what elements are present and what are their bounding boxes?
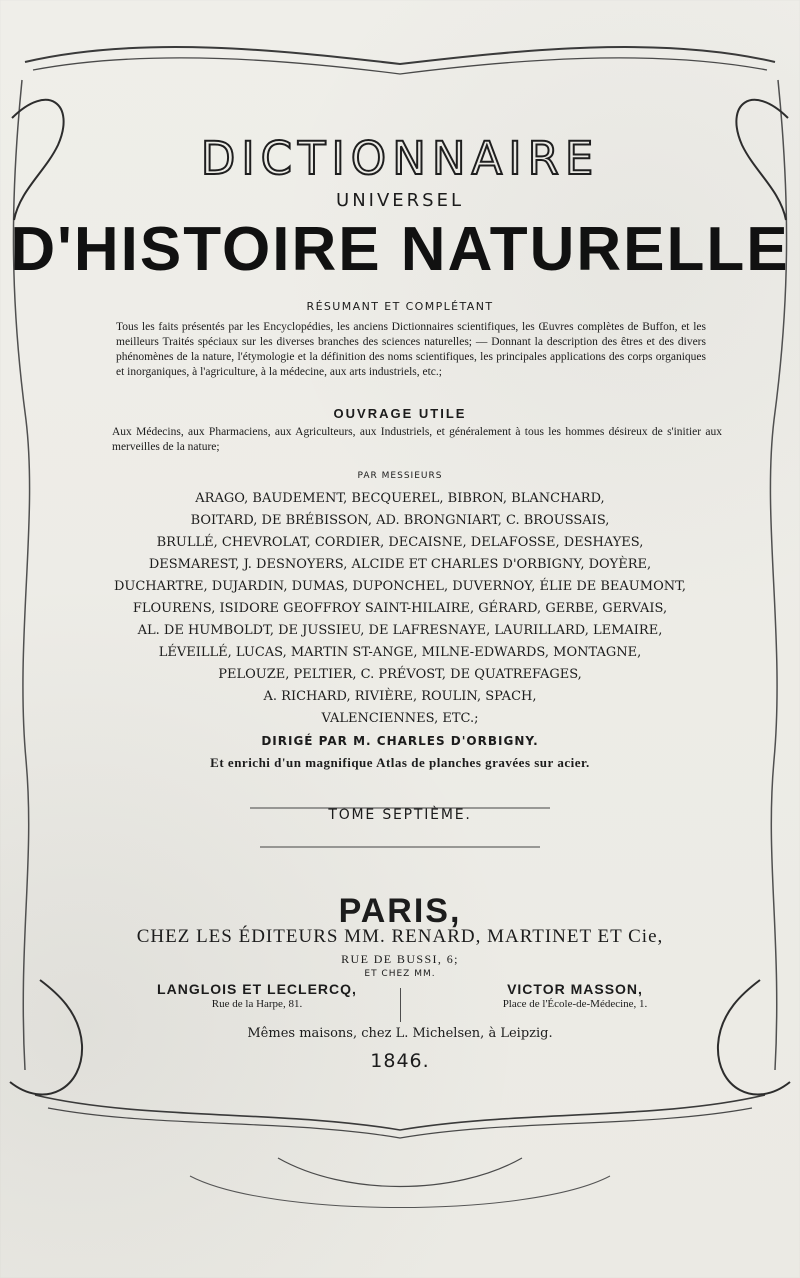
universal-title: UNIVERSEL [336, 190, 464, 211]
audience-paragraph: Aux Médecins, aux Pharmaciens, aux Agriculteurs, aux Industriels, et généralement à tous les hommes désireux de s'initier aux merveilles de la nature; [112, 426, 722, 453]
author-line: FLOURENS, ISIDORE GEOFFROY SAINT-HILAIRE, GÉRARD, GERBE, GERVAIS, [132, 601, 668, 616]
resume-line: RÉSUMANT ET COMPLÉTANT [306, 300, 494, 313]
authors-heading: PAR MESSIEURS [357, 471, 443, 481]
work-label: OUVRAGE UTILE [333, 406, 467, 421]
author-line: AL. DE HUMBOLDT, DE JUSSIEU, DE LAFRESNAYE, LAURILLARD, LEMAIRE, [137, 623, 663, 638]
street-line: RUE DE BUSSI, 6; [341, 952, 459, 966]
author-line: LÉVEILLÉ, LUCAS, MARTIN ST-ANGE, MILNE-EDWARDS, MONTAGNE, [158, 645, 642, 660]
also-at-line: ET CHEZ MM. [364, 969, 436, 979]
atlas-line: Et enrichi d'un magnifique Atlas de planches gravées sur acier. [210, 755, 590, 770]
publisher-divider [400, 988, 401, 1022]
author-line: BRULLÉ, CHEVROLAT, CORDIER, DECAISNE, DELAFOSSE, DESHAYES, [156, 535, 644, 550]
publication-year: 1846. [370, 1050, 430, 1072]
author-line: A. RICHARD, RIVIÈRE, ROULIN, SPACH, [263, 689, 537, 704]
publishers-line: CHEZ LES ÉDITEURS MM. RENARD, MARTINET ET Cie, [136, 926, 664, 947]
author-line: PELOUZE, PELTIER, C. PRÉVOST, DE QUATREFAGES, [218, 667, 582, 682]
leipzig-line: Mêmes maisons, chez L. Michelsen, à Leipzig. [247, 1026, 553, 1041]
left-publisher [132, 981, 382, 1010]
author-line: DUCHARTRE, DUJARDIN, DUMAS, DUPONCHEL, DUVERNOY, ÉLIE DE BEAUMONT, [113, 579, 687, 594]
right-publisher-address: Place de l'École-de-Médecine, 1. [502, 998, 648, 1010]
left-publisher-name: LANGLOIS ET LECLERCQ, [157, 981, 357, 997]
director-line: DIRIGÉ PAR M. CHARLES D'ORBIGNY. [261, 734, 539, 748]
author-line: BOITARD, DE BRÉBISSON, AD. BRONGNIART, C. BROUSSAIS, [190, 513, 610, 528]
natural-history-title: D'HISTOIRE NATURELLE [10, 215, 790, 284]
author-line: ARAGO, BAUDEMENT, BECQUEREL, BIBRON, BLANCHARD, [195, 491, 605, 506]
intro-paragraph: Tous les faits présentés par les Encyclopédies, les anciens Dictionnaires scientifiques, les Œuvres complètes de Buffon, et les meilleurs Traités spéciaux sur les diverses branches des sciences naturelles; — Donnant la description des êtres et des divers phénomènes de la nature, l'étymologie et la définition des noms scientifiques, les principales applications des corps organiques et inorganiques, à l'agriculture, à la médecine, aux arts industriels, etc.; [116, 321, 706, 378]
volume-title: TOME SEPTIÈME. [328, 807, 472, 823]
left-publisher-address: Rue de la Harpe, 81. [211, 998, 303, 1010]
city-label: PARIS, [338, 892, 462, 930]
right-publisher-name: VICTOR MASSON, [507, 981, 643, 997]
author-list [90, 488, 710, 730]
dictionary-title: DICTIONNAIRE [200, 132, 600, 185]
right-publisher [450, 981, 700, 1010]
author-line: VALENCIENNES, ETC.; [321, 711, 479, 726]
author-line: DESMAREST, J. DESNOYERS, ALCIDE ET CHARLES D'ORBIGNY, DOYÈRE, [148, 557, 652, 572]
